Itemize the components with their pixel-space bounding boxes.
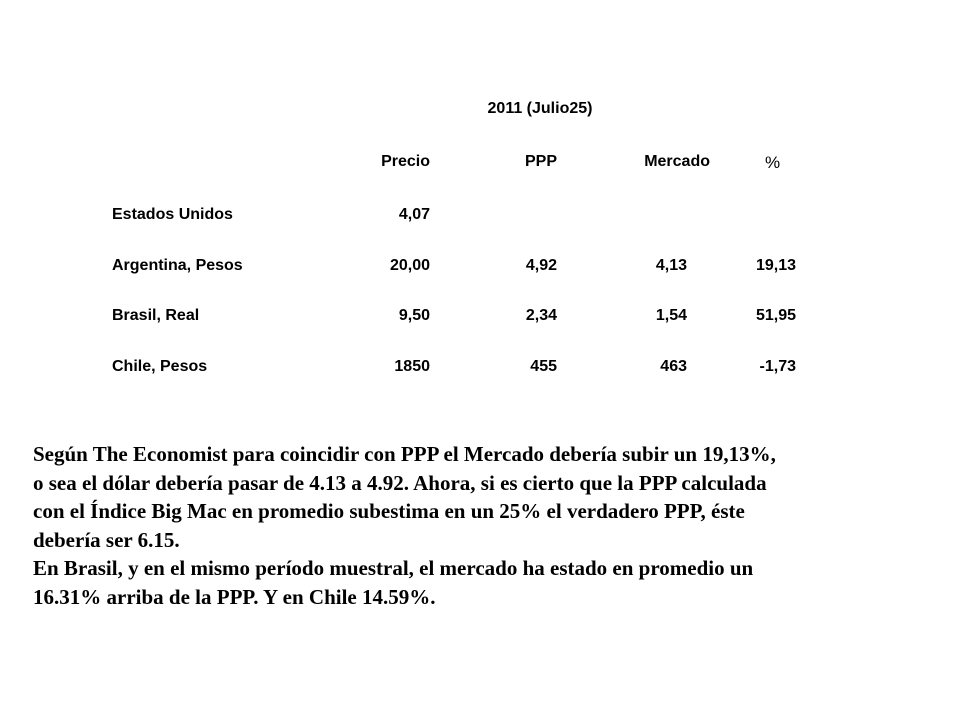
row-argentina-pct: 19,13 <box>755 257 796 274</box>
row-brasil-ppp: 2,34 <box>525 307 557 324</box>
row-brasil-pct: 51,95 <box>755 307 796 324</box>
row-brasil-precio: 9,50 <box>398 307 430 324</box>
paragraph-line: debería ser 6.15. <box>33 527 180 552</box>
paragraph-line: En Brasil, y en el mismo período muestral, el mercado ha estado en promedio un <box>33 556 754 580</box>
header-mercado: Mercado <box>644 153 710 170</box>
paragraph-line: 16.31% arriba de la PPP. Y en Chile 14.59%. <box>33 584 436 609</box>
header-precio: Precio <box>381 153 430 170</box>
row-label-argentina: Argentina, Pesos <box>112 257 243 274</box>
paragraph-line: o sea el dólar debería pasar de 4.13 a 4.92. Ahora, si es cierto que la PPP calculada <box>33 470 767 495</box>
table-title: 2011 (Julio25) <box>487 100 593 117</box>
row-chile-ppp: 455 <box>530 358 557 375</box>
row-brasil-mercado: 1,54 <box>655 307 687 324</box>
row-chile-precio: 1850 <box>394 358 430 375</box>
analysis-paragraph <box>33 440 933 611</box>
header-ppp: PPP <box>524 153 557 170</box>
row-chile-pct: -1,73 <box>759 358 796 375</box>
row-argentina-precio: 20,00 <box>389 257 430 274</box>
row-estados-unidos-precio: 4,07 <box>398 206 430 223</box>
paragraph-line: con el Índice Big Mac en promedio subestima en un 25% el verdadero PPP, éste <box>33 499 745 523</box>
row-chile-mercado: 463 <box>660 358 687 375</box>
paragraph-line: Según The Economist para coincidir con PPP el Mercado debería subir un 19,13%, <box>33 442 776 466</box>
row-label-brasil: Brasil, Real <box>112 307 200 324</box>
row-label-estados-unidos: Estados Unidos <box>112 206 233 223</box>
row-argentina-ppp: 4,92 <box>525 257 557 274</box>
row-label-chile: Chile, Pesos <box>112 358 208 375</box>
header-percent: % <box>765 153 781 172</box>
row-argentina-mercado: 4,13 <box>655 257 687 274</box>
